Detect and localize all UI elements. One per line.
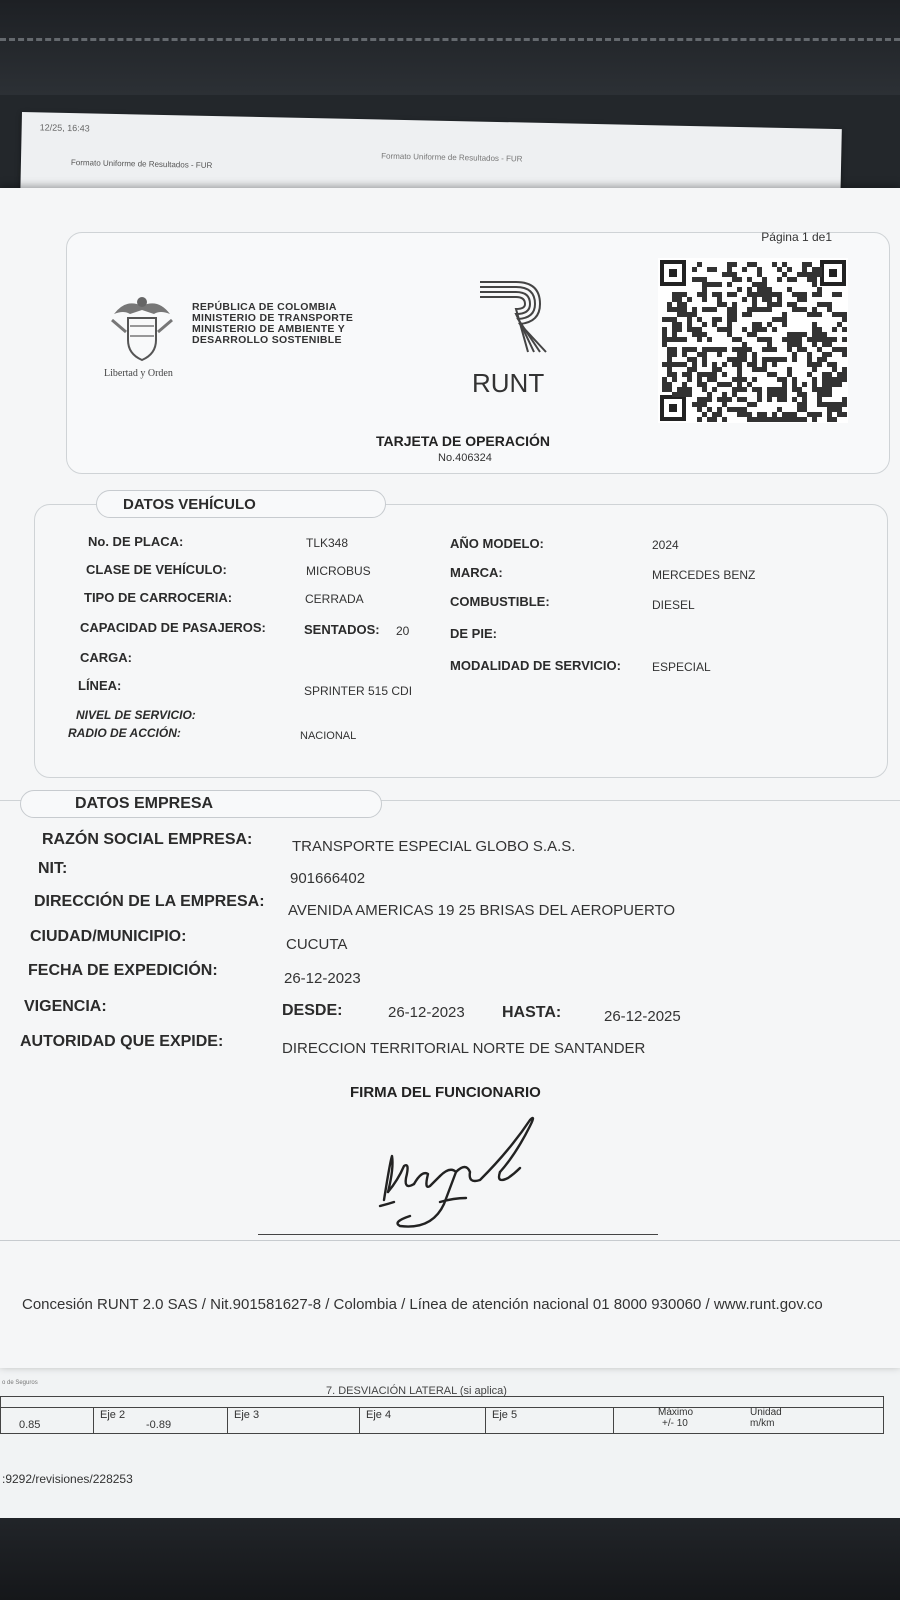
anio-value: 2024 <box>652 538 679 552</box>
carroceria-label: TIPO DE CARROCERIA: <box>84 590 233 605</box>
print-time: 12/25, 16:43 <box>39 122 90 134</box>
eje5-label: Eje 5 <box>492 1409 518 1421</box>
depie-label: DE PIE: <box>450 626 497 641</box>
eje2-value: -0.89 <box>146 1419 172 1431</box>
radio-value: NACIONAL <box>300 730 357 742</box>
linea-label: LÍNEA: <box>78 678 122 693</box>
razon-label: RAZÓN SOCIAL EMPRESA: <box>42 831 253 848</box>
nivel-label: NIVEL DE SERVICIO: <box>76 708 196 722</box>
eje3-label: Eje 3 <box>234 1409 260 1421</box>
table-title: 7. DESVIACIÓN LATERAL (si aplica) <box>326 1385 507 1397</box>
coat-of-arms-icon <box>104 292 180 364</box>
marca-value: MERCEDES BENZ <box>652 568 756 582</box>
ciudad-label: CIUDAD/MUNICIPIO: <box>30 928 187 945</box>
eje2-cell <box>93 1407 227 1433</box>
government-lines <box>192 302 353 346</box>
radio-label: RADIO DE ACCIÓN: <box>68 726 181 740</box>
runt-logo-icon <box>476 276 556 356</box>
runt-wordmark: RUNT <box>472 368 545 398</box>
hasta-value: 26-12-2025 <box>604 1008 681 1025</box>
eje1-value: 0.85 <box>19 1419 41 1431</box>
unidad-label: Unidad <box>750 1407 782 1418</box>
operation-card-sheet <box>0 188 900 1368</box>
clase-value: MICROBUS <box>306 564 371 578</box>
carga-label: CARGA: <box>80 650 132 665</box>
signature-title: FIRMA DEL FUNCIONARIO <box>350 1084 541 1101</box>
combustible-label: COMBUSTIBLE: <box>450 594 550 609</box>
anio-label: AÑO MODELO: <box>450 536 544 551</box>
document-title: TARJETA DE OPERACIÓN <box>376 433 550 449</box>
seat-background-top <box>0 0 900 95</box>
desde-label: DESDE: <box>282 1002 343 1019</box>
autoridad-label: AUTORIDAD QUE EXPIDE: <box>20 1033 224 1050</box>
hasta-label: HASTA: <box>502 1004 562 1021</box>
footer-text: Concesión RUNT 2.0 SAS / Nit.901581627-8 / Colombia / Línea de atención nacional 01 8000 930060 / www.runt.gov.co <box>22 1296 823 1313</box>
gov-line: MINISTERIO DE TRANSPORTE <box>192 312 354 324</box>
back-sheet-title-left: Formato Uniforme de Resultados - FUR <box>70 158 213 170</box>
qr-code-icon <box>658 258 848 423</box>
maximo-cell <box>613 1407 883 1433</box>
eje4-cell <box>359 1407 485 1433</box>
sentados-label: SENTADOS: <box>304 622 380 637</box>
combustible-value: DIESEL <box>652 598 695 612</box>
lower-sheet <box>0 1368 900 1518</box>
nit-label: NIT: <box>38 860 68 877</box>
fecha-value: 26-12-2023 <box>284 970 361 987</box>
direccion-value: AVENIDA AMERICAS 19 25 BRISAS DEL AEROPUERTO <box>288 902 676 919</box>
vigencia-label: VIGENCIA: <box>24 998 107 1015</box>
placa-value: TLK348 <box>306 536 349 550</box>
capacidad-label: CAPACIDAD DE PASAJEROS: <box>80 620 266 635</box>
company-section-title: DATOS EMPRESA <box>20 790 382 818</box>
carroceria-value: CERRADA <box>305 592 364 606</box>
page-number: Página 1 de1 <box>761 230 832 244</box>
sentados-value: 20 <box>396 624 410 638</box>
unidad-value: m/km <box>750 1418 775 1429</box>
eje5-cell <box>485 1407 613 1433</box>
clase-label: CLASE DE VEHÍCULO: <box>86 562 227 577</box>
eje3-cell <box>227 1407 359 1433</box>
linea-value: SPRINTER 515 CDI <box>304 684 413 698</box>
back-sheet-title: Formato Uniforme de Resultados - FUR <box>381 151 523 164</box>
motto: Libertad y Orden <box>104 368 173 379</box>
vehicle-section-title: DATOS VEHÍCULO <box>96 490 386 518</box>
signature-line <box>258 1234 658 1235</box>
document-number: No.406324 <box>438 452 492 464</box>
ciudad-value: CUCUTA <box>286 936 348 953</box>
eje4-label: Eje 4 <box>366 1409 392 1421</box>
lateral-deviation-table <box>0 1385 884 1434</box>
marca-label: MARCA: <box>450 565 503 580</box>
modalidad-label: MODALIDAD DE SERVICIO: <box>450 658 621 673</box>
revision-url: :9292/revisiones/228253 <box>2 1472 133 1486</box>
placa-label: No. DE PLACA: <box>88 534 184 549</box>
maximo-label: Máximo <box>658 1407 694 1418</box>
gov-line: MINISTERIO DE AMBIENTE Y <box>192 323 346 335</box>
seat-stitching <box>0 38 900 41</box>
fecha-label: FECHA DE EXPEDICIÓN: <box>28 962 218 979</box>
lower-sheet-caption: o de Seguros <box>2 1380 38 1386</box>
autoridad-value: DIRECCION TERRITORIAL NORTE DE SANTANDER <box>282 1040 646 1057</box>
official-signature <box>370 1106 550 1236</box>
modalidad-value: ESPECIAL <box>652 660 711 674</box>
direccion-label: DIRECCIÓN DE LA EMPRESA: <box>34 893 265 910</box>
maximo-value: +/- 10 <box>662 1418 688 1429</box>
gov-line: REPÚBLICA DE COLOMBIA <box>192 301 337 313</box>
footer-rule <box>0 1240 900 1241</box>
gov-line: DESARROLLO SOSTENIBLE <box>192 334 342 346</box>
razon-value: TRANSPORTE ESPECIAL GLOBO S.A.S. <box>292 838 576 855</box>
desde-value: 26-12-2023 <box>388 1004 465 1021</box>
nit-value: 901666402 <box>290 870 366 887</box>
eje2-label: Eje 2 <box>100 1409 126 1421</box>
